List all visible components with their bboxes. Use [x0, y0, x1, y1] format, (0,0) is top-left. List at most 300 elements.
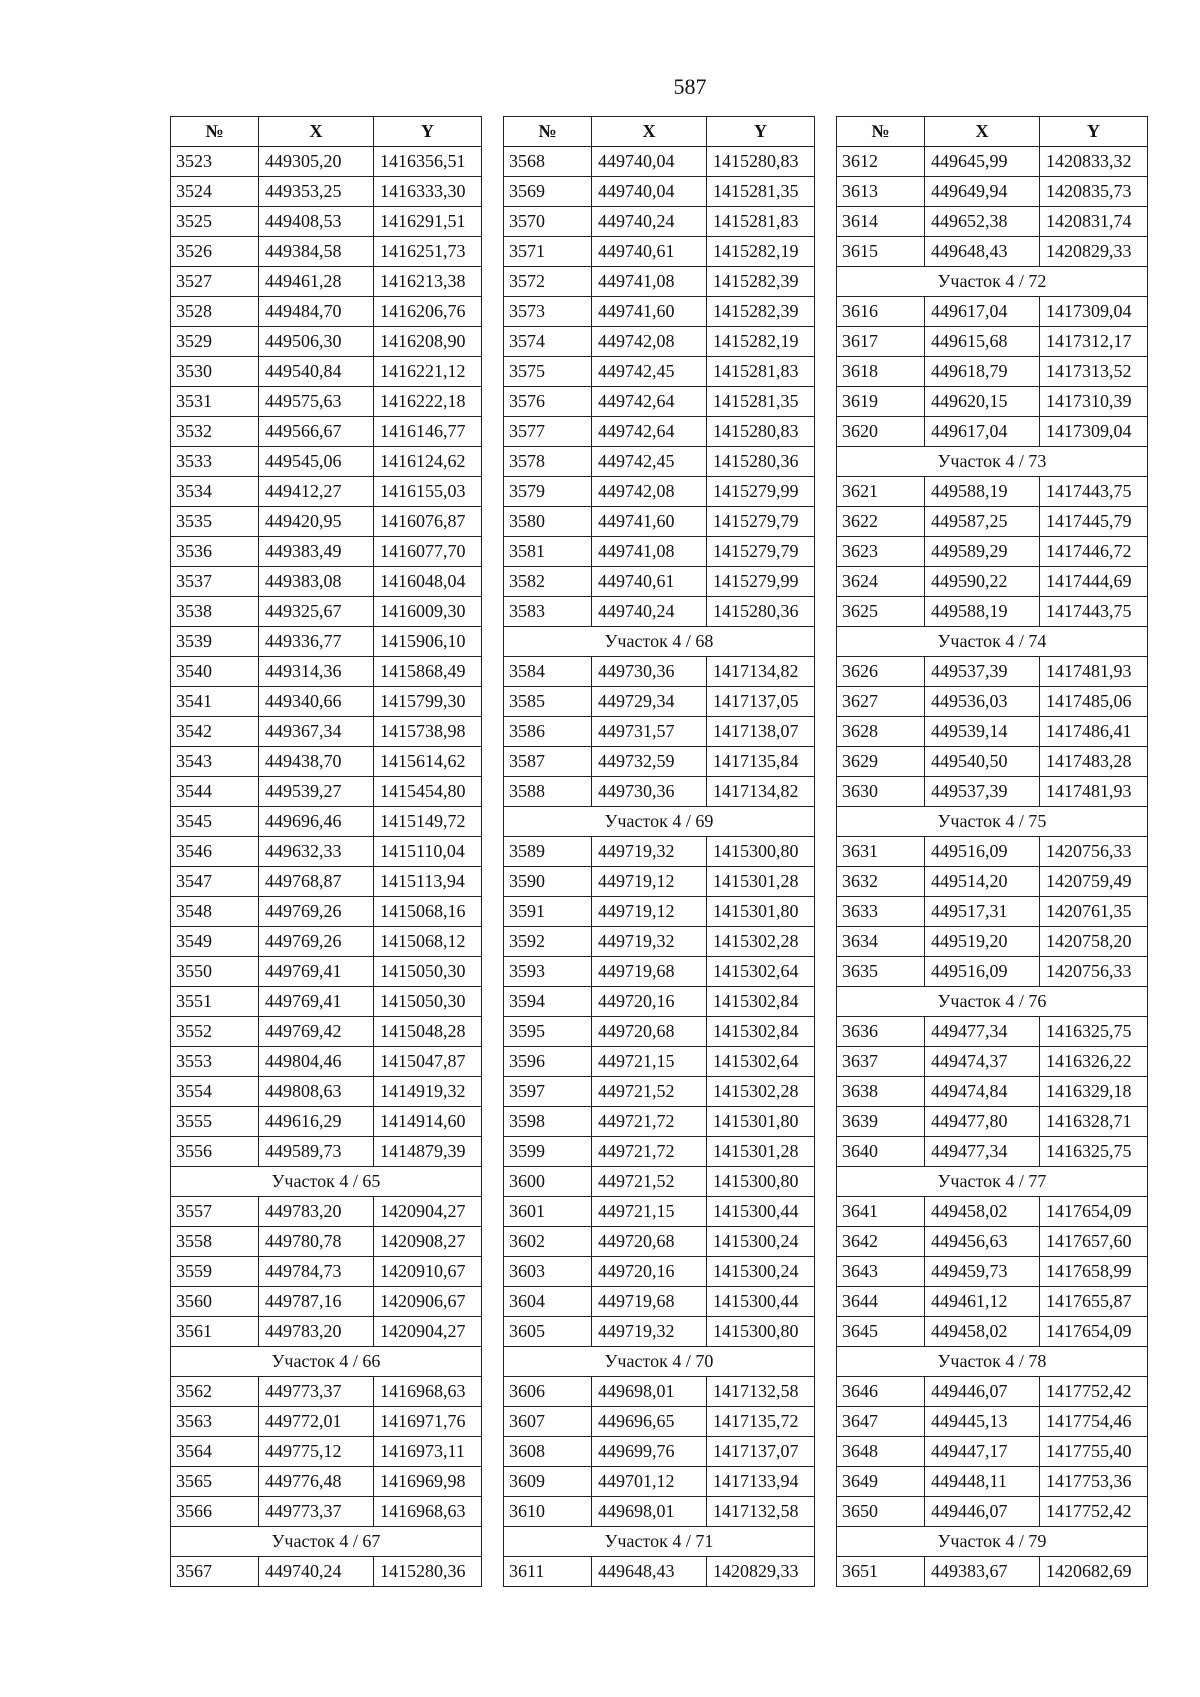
table-row: [171, 447, 482, 477]
y-coordinate-cell: 1415906,10: [374, 627, 482, 657]
table-row: [171, 1257, 482, 1287]
x-coordinate-cell: 449740,24: [592, 207, 707, 237]
x-coordinate-cell: 449516,09: [925, 837, 1040, 867]
point-number-cell: 3611: [504, 1557, 592, 1587]
x-coordinate-cell: 449477,34: [925, 1017, 1040, 1047]
table-row: [837, 1227, 1148, 1257]
y-coordinate-cell: 1415301,28: [707, 867, 815, 897]
y-coordinate-cell: 1415280,36: [707, 597, 815, 627]
point-number-cell: 3560: [171, 1287, 259, 1317]
table-row: [837, 207, 1148, 237]
point-number-cell: 3648: [837, 1437, 925, 1467]
table-row: [504, 327, 815, 357]
table-row: [504, 717, 815, 747]
point-number-cell: 3559: [171, 1257, 259, 1287]
y-coordinate-cell: 1417135,72: [707, 1407, 815, 1437]
point-number-cell: 3531: [171, 387, 259, 417]
x-coordinate-cell: 449768,87: [259, 867, 374, 897]
y-coordinate-cell: 1420761,35: [1040, 897, 1148, 927]
point-number-cell: 3569: [504, 177, 592, 207]
y-coordinate-cell: 1415280,36: [374, 1557, 482, 1587]
section-title: Участок 4 / 65: [171, 1167, 482, 1197]
x-coordinate-cell: 449719,32: [592, 1317, 707, 1347]
y-coordinate-cell: 1417481,93: [1040, 657, 1148, 687]
y-coordinate-cell: 1415149,72: [374, 807, 482, 837]
y-coordinate-cell: 1420682,69: [1040, 1557, 1148, 1587]
point-number-cell: 3629: [837, 747, 925, 777]
table-header-row: [837, 117, 1148, 147]
x-coordinate-cell: 449740,61: [592, 567, 707, 597]
table-row: [837, 927, 1148, 957]
point-number-cell: 3589: [504, 837, 592, 867]
y-coordinate-cell: 1416328,71: [1040, 1107, 1148, 1137]
table-row: [171, 657, 482, 687]
x-coordinate-cell: 449446,07: [925, 1377, 1040, 1407]
table-row: [837, 687, 1148, 717]
point-number-cell: 3539: [171, 627, 259, 657]
x-coordinate-cell: 449772,01: [259, 1407, 374, 1437]
y-coordinate-cell: 1417132,58: [707, 1497, 815, 1527]
x-coordinate-cell: 449540,50: [925, 747, 1040, 777]
table-row: [504, 447, 815, 477]
y-coordinate-cell: 1417135,84: [707, 747, 815, 777]
x-coordinate-cell: 449648,43: [925, 237, 1040, 267]
y-coordinate-cell: 1417309,04: [1040, 417, 1148, 447]
x-coordinate-cell: 449536,03: [925, 687, 1040, 717]
y-coordinate-cell: 1415281,83: [707, 357, 815, 387]
y-coordinate-cell: 1416077,70: [374, 537, 482, 567]
x-coordinate-cell: 449698,01: [592, 1377, 707, 1407]
table-row: [504, 417, 815, 447]
section-title: Участок 4 / 72: [837, 267, 1148, 297]
table-row: [504, 1467, 815, 1497]
point-number-cell: 3536: [171, 537, 259, 567]
table-row: [837, 1287, 1148, 1317]
table-row: [837, 1317, 1148, 1347]
table-row: [171, 897, 482, 927]
y-coordinate-cell: 1415868,49: [374, 657, 482, 687]
y-coordinate-cell: 1415110,04: [374, 837, 482, 867]
table-row: [171, 867, 482, 897]
point-number-cell: 3603: [504, 1257, 592, 1287]
point-number-cell: 3620: [837, 417, 925, 447]
table-row: [171, 1197, 482, 1227]
section-title: Участок 4 / 79: [837, 1527, 1148, 1557]
y-coordinate-cell: 1415301,80: [707, 897, 815, 927]
point-number-cell: 3599: [504, 1137, 592, 1167]
x-coordinate-cell: 449741,60: [592, 507, 707, 537]
y-coordinate-cell: 1415300,80: [707, 837, 815, 867]
x-coordinate-cell: 449474,84: [925, 1077, 1040, 1107]
point-number-cell: 3635: [837, 957, 925, 987]
x-coordinate-cell: 449740,24: [592, 597, 707, 627]
point-number-cell: 3649: [837, 1467, 925, 1497]
x-coordinate-cell: 449721,15: [592, 1047, 707, 1077]
point-number-cell: 3591: [504, 897, 592, 927]
point-number-cell: 3537: [171, 567, 259, 597]
point-number-cell: 3619: [837, 387, 925, 417]
table-row: [504, 207, 815, 237]
table-row: [171, 507, 482, 537]
coordinate-table-1: [170, 116, 482, 1587]
y-coordinate-cell: 1417655,87: [1040, 1287, 1148, 1317]
point-number-cell: 3538: [171, 597, 259, 627]
x-coordinate-cell: 449408,53: [259, 207, 374, 237]
point-number-cell: 3548: [171, 897, 259, 927]
point-number-cell: 3631: [837, 837, 925, 867]
point-number-cell: 3529: [171, 327, 259, 357]
table-row: [171, 1437, 482, 1467]
point-number-cell: 3565: [171, 1467, 259, 1497]
table-row: [171, 1467, 482, 1497]
point-number-cell: 3549: [171, 927, 259, 957]
x-coordinate-cell: 449446,07: [925, 1497, 1040, 1527]
y-coordinate-cell: 1420831,74: [1040, 207, 1148, 237]
point-number-cell: 3526: [171, 237, 259, 267]
point-number-cell: 3616: [837, 297, 925, 327]
y-coordinate-cell: 1417134,82: [707, 777, 815, 807]
table-row: [171, 777, 482, 807]
x-coordinate-cell: 449539,14: [925, 717, 1040, 747]
section-title: Участок 4 / 78: [837, 1347, 1148, 1377]
table-row: [837, 1107, 1148, 1137]
y-coordinate-cell: 1416326,22: [1040, 1047, 1148, 1077]
y-coordinate-cell: 1415799,30: [374, 687, 482, 717]
table-row: [171, 1317, 482, 1347]
x-coordinate-cell: 449787,16: [259, 1287, 374, 1317]
y-coordinate-cell: 1417657,60: [1040, 1227, 1148, 1257]
x-coordinate-cell: 449447,17: [925, 1437, 1040, 1467]
x-coordinate-cell: 449383,08: [259, 567, 374, 597]
x-coordinate-cell: 449729,34: [592, 687, 707, 717]
y-coordinate-cell: 1416968,63: [374, 1377, 482, 1407]
table-row: [837, 537, 1148, 567]
table-row: [504, 747, 815, 777]
x-coordinate-cell: 449589,73: [259, 1137, 374, 1167]
x-coordinate-cell: 449742,45: [592, 447, 707, 477]
x-coordinate-cell: 449588,19: [925, 477, 1040, 507]
x-coordinate-cell: 449719,32: [592, 927, 707, 957]
point-number-cell: 3555: [171, 1107, 259, 1137]
table-row: [504, 957, 815, 987]
table-row: [504, 1017, 815, 1047]
point-number-cell: 3571: [504, 237, 592, 267]
y-coordinate-cell: 1420756,33: [1040, 837, 1148, 867]
point-number-cell: 3597: [504, 1077, 592, 1107]
x-coordinate-cell: 449701,12: [592, 1467, 707, 1497]
x-coordinate-cell: 449696,65: [592, 1407, 707, 1437]
y-coordinate-cell: 1417485,06: [1040, 687, 1148, 717]
y-coordinate-cell: 1415113,94: [374, 867, 482, 897]
y-coordinate-cell: 1420759,49: [1040, 867, 1148, 897]
table-row: [504, 537, 815, 567]
x-coordinate-cell: 449484,70: [259, 297, 374, 327]
point-number-cell: 3545: [171, 807, 259, 837]
table-row: [504, 987, 815, 1017]
x-coordinate-cell: 449590,22: [925, 567, 1040, 597]
header-number: №: [171, 117, 259, 147]
table-row: [837, 1437, 1148, 1467]
table-row: [171, 807, 482, 837]
y-coordinate-cell: 1420758,20: [1040, 927, 1148, 957]
x-coordinate-cell: 449461,28: [259, 267, 374, 297]
point-number-cell: 3593: [504, 957, 592, 987]
y-coordinate-cell: 1416213,38: [374, 267, 482, 297]
y-coordinate-cell: 1416969,98: [374, 1467, 482, 1497]
y-coordinate-cell: 1416325,75: [1040, 1137, 1148, 1167]
point-number-cell: 3613: [837, 177, 925, 207]
x-coordinate-cell: 449314,36: [259, 657, 374, 687]
point-number-cell: 3590: [504, 867, 592, 897]
section-row: [837, 1167, 1148, 1197]
y-coordinate-cell: 1417658,99: [1040, 1257, 1148, 1287]
table-header-row: [171, 117, 482, 147]
x-coordinate-cell: 449721,15: [592, 1197, 707, 1227]
x-coordinate-cell: 449804,46: [259, 1047, 374, 1077]
point-number-cell: 3557: [171, 1197, 259, 1227]
section-row: [171, 1347, 482, 1377]
table-row: [837, 357, 1148, 387]
table-row: [171, 1227, 482, 1257]
table-row: [171, 177, 482, 207]
x-coordinate-cell: 449617,04: [925, 417, 1040, 447]
x-coordinate-cell: 449719,68: [592, 957, 707, 987]
point-number-cell: 3615: [837, 237, 925, 267]
table-row: [504, 237, 815, 267]
header-x: X: [259, 117, 374, 147]
point-number-cell: 3642: [837, 1227, 925, 1257]
x-coordinate-cell: 449740,61: [592, 237, 707, 267]
table-row: [171, 1497, 482, 1527]
y-coordinate-cell: 1415068,16: [374, 897, 482, 927]
y-coordinate-cell: 1415068,12: [374, 927, 482, 957]
point-number-cell: 3577: [504, 417, 592, 447]
point-number-cell: 3617: [837, 327, 925, 357]
point-number-cell: 3547: [171, 867, 259, 897]
y-coordinate-cell: 1416009,30: [374, 597, 482, 627]
table-row: [504, 1197, 815, 1227]
point-number-cell: 3567: [171, 1557, 259, 1587]
point-number-cell: 3636: [837, 1017, 925, 1047]
x-coordinate-cell: 449720,16: [592, 1257, 707, 1287]
table-row: [171, 1137, 482, 1167]
y-coordinate-cell: 1415281,35: [707, 387, 815, 417]
x-coordinate-cell: 449775,12: [259, 1437, 374, 1467]
y-coordinate-cell: 1417654,09: [1040, 1197, 1148, 1227]
y-coordinate-cell: 1416973,11: [374, 1437, 482, 1467]
point-number-cell: 3562: [171, 1377, 259, 1407]
coordinate-table-2: [503, 116, 815, 1587]
table-row: [171, 1407, 482, 1437]
point-number-cell: 3592: [504, 927, 592, 957]
table-row: [504, 267, 815, 297]
y-coordinate-cell: 1417310,39: [1040, 387, 1148, 417]
table-row: [171, 1077, 482, 1107]
x-coordinate-cell: 449587,25: [925, 507, 1040, 537]
point-number-cell: 3625: [837, 597, 925, 627]
x-coordinate-cell: 449445,13: [925, 1407, 1040, 1437]
point-number-cell: 3563: [171, 1407, 259, 1437]
y-coordinate-cell: 1415280,83: [707, 147, 815, 177]
x-coordinate-cell: 449773,37: [259, 1377, 374, 1407]
y-coordinate-cell: 1415614,62: [374, 747, 482, 777]
table-row: [837, 1467, 1148, 1497]
point-number-cell: 3566: [171, 1497, 259, 1527]
table-row: [837, 177, 1148, 207]
table-row: [837, 777, 1148, 807]
y-coordinate-cell: 1417483,28: [1040, 747, 1148, 777]
table-row: [837, 957, 1148, 987]
x-coordinate-cell: 449742,08: [592, 327, 707, 357]
table-row: [837, 867, 1148, 897]
y-coordinate-cell: 1416221,12: [374, 357, 482, 387]
section-row: [837, 627, 1148, 657]
coordinate-table-3: [836, 116, 1148, 1587]
section-title: Участок 4 / 69: [504, 807, 815, 837]
section-title: Участок 4 / 76: [837, 987, 1148, 1017]
header-x: X: [592, 117, 707, 147]
table-header-row: [504, 117, 815, 147]
point-number-cell: 3525: [171, 207, 259, 237]
x-coordinate-cell: 449732,59: [592, 747, 707, 777]
table-row: [837, 567, 1148, 597]
table-row: [837, 1377, 1148, 1407]
point-number-cell: 3607: [504, 1407, 592, 1437]
y-coordinate-cell: 1416208,90: [374, 327, 482, 357]
y-coordinate-cell: 1417446,72: [1040, 537, 1148, 567]
point-number-cell: 3627: [837, 687, 925, 717]
table-row: [504, 927, 815, 957]
point-number-cell: 3540: [171, 657, 259, 687]
y-coordinate-cell: 1415048,28: [374, 1017, 482, 1047]
point-number-cell: 3640: [837, 1137, 925, 1167]
x-coordinate-cell: 449539,27: [259, 777, 374, 807]
table-row: [171, 717, 482, 747]
y-coordinate-cell: 1416971,76: [374, 1407, 482, 1437]
table-row: [171, 957, 482, 987]
x-coordinate-cell: 449353,25: [259, 177, 374, 207]
y-coordinate-cell: 1414879,39: [374, 1137, 482, 1167]
table-row: [171, 837, 482, 867]
section-row: [837, 1527, 1148, 1557]
y-coordinate-cell: 1415282,39: [707, 297, 815, 327]
point-number-cell: 3541: [171, 687, 259, 717]
section-row: [504, 1347, 815, 1377]
table-row: [837, 1077, 1148, 1107]
x-coordinate-cell: 449632,33: [259, 837, 374, 867]
table-row: [504, 867, 815, 897]
table-row: [504, 1497, 815, 1527]
point-number-cell: 3601: [504, 1197, 592, 1227]
section-title: Участок 4 / 75: [837, 807, 1148, 837]
point-number-cell: 3610: [504, 1497, 592, 1527]
table-row: [171, 207, 482, 237]
table-row: [171, 1287, 482, 1317]
point-number-cell: 3564: [171, 1437, 259, 1467]
y-coordinate-cell: 1415281,83: [707, 207, 815, 237]
point-number-cell: 3530: [171, 357, 259, 387]
point-number-cell: 3643: [837, 1257, 925, 1287]
table-row: [837, 747, 1148, 777]
point-number-cell: 3527: [171, 267, 259, 297]
x-coordinate-cell: 449383,49: [259, 537, 374, 567]
point-number-cell: 3633: [837, 897, 925, 927]
y-coordinate-cell: 1415281,35: [707, 177, 815, 207]
table-row: [171, 357, 482, 387]
y-coordinate-cell: 1417753,36: [1040, 1467, 1148, 1497]
table-row: [171, 627, 482, 657]
point-number-cell: 3602: [504, 1227, 592, 1257]
point-number-cell: 3605: [504, 1317, 592, 1347]
table-row: [837, 507, 1148, 537]
point-number-cell: 3608: [504, 1437, 592, 1467]
point-number-cell: 3639: [837, 1107, 925, 1137]
y-coordinate-cell: 1417755,40: [1040, 1437, 1148, 1467]
x-coordinate-cell: 449730,36: [592, 657, 707, 687]
table-row: [171, 597, 482, 627]
y-coordinate-cell: 1417138,07: [707, 717, 815, 747]
y-coordinate-cell: 1416076,87: [374, 507, 482, 537]
y-coordinate-cell: 1420904,27: [374, 1317, 482, 1347]
point-number-cell: 3594: [504, 987, 592, 1017]
x-coordinate-cell: 449620,15: [925, 387, 1040, 417]
x-coordinate-cell: 449506,30: [259, 327, 374, 357]
x-coordinate-cell: 449742,45: [592, 357, 707, 387]
x-coordinate-cell: 449652,38: [925, 207, 1040, 237]
x-coordinate-cell: 449616,29: [259, 1107, 374, 1137]
y-coordinate-cell: 1417312,17: [1040, 327, 1148, 357]
y-coordinate-cell: 1415279,79: [707, 537, 815, 567]
table-row: [504, 567, 815, 597]
point-number-cell: 3650: [837, 1497, 925, 1527]
y-coordinate-cell: 1417486,41: [1040, 717, 1148, 747]
table-row: [837, 837, 1148, 867]
x-coordinate-cell: 449589,29: [925, 537, 1040, 567]
table-row: [171, 297, 482, 327]
x-coordinate-cell: 449438,70: [259, 747, 374, 777]
table-row: [837, 387, 1148, 417]
point-number-cell: 3645: [837, 1317, 925, 1347]
x-coordinate-cell: 449769,41: [259, 987, 374, 1017]
y-coordinate-cell: 1416333,30: [374, 177, 482, 207]
x-coordinate-cell: 449783,20: [259, 1317, 374, 1347]
y-coordinate-cell: 1416251,73: [374, 237, 482, 267]
x-coordinate-cell: 449699,76: [592, 1437, 707, 1467]
table-row: [171, 1557, 482, 1587]
point-number-cell: 3595: [504, 1017, 592, 1047]
y-coordinate-cell: 1415738,98: [374, 717, 482, 747]
point-number-cell: 3532: [171, 417, 259, 447]
x-coordinate-cell: 449412,27: [259, 477, 374, 507]
table-row: [504, 837, 815, 867]
y-coordinate-cell: 1416291,51: [374, 207, 482, 237]
table-row: [837, 597, 1148, 627]
point-number-cell: 3618: [837, 357, 925, 387]
table-row: [171, 687, 482, 717]
y-coordinate-cell: 1416329,18: [1040, 1077, 1148, 1107]
point-number-cell: 3609: [504, 1467, 592, 1497]
point-number-cell: 3644: [837, 1287, 925, 1317]
x-coordinate-cell: 449461,12: [925, 1287, 1040, 1317]
table-row: [837, 417, 1148, 447]
table-row: [171, 327, 482, 357]
x-coordinate-cell: 449618,79: [925, 357, 1040, 387]
y-coordinate-cell: 1415282,19: [707, 237, 815, 267]
point-number-cell: 3598: [504, 1107, 592, 1137]
point-number-cell: 3588: [504, 777, 592, 807]
x-coordinate-cell: 449575,63: [259, 387, 374, 417]
table-row: [837, 1137, 1148, 1167]
